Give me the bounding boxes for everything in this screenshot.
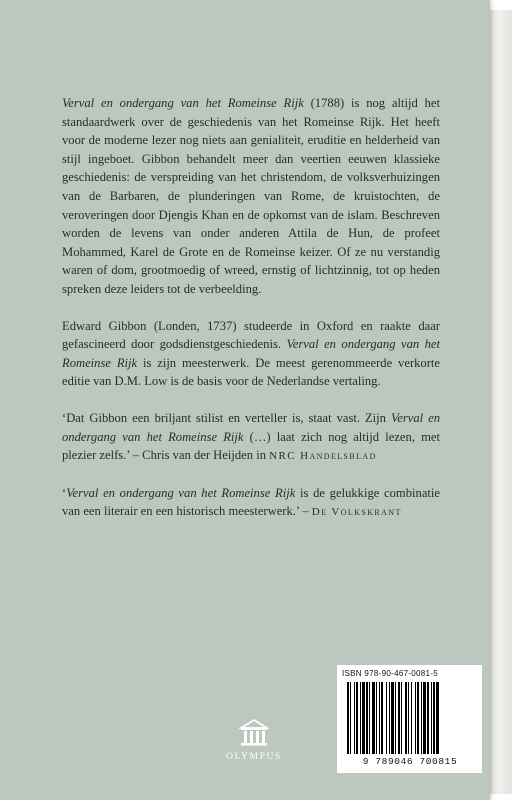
barcode-bars xyxy=(347,682,475,754)
book-title-italic: Verval en ondergang van het Romeinse Rijk xyxy=(62,337,440,370)
blurb-paragraph-1: Verval en ondergang van het Romeinse Rijk (1788) is nog altijd het standaardwerk over de geschiedenis van het Romeinse Rijk. Het heeft voor de moderne lezer nog niets aan genialiteit, eruditie en helderheid van stijl ingeboet. Gibbon behandelt meer dan veertien eeuwen klassieke geschiedenis: de verspreiding van het christendom, de volksverhuizingen van de Barbaren, de plunderingen van Rome, de kruistochten, de veroveringen door Djengis Khan en de opkomst van de islam. Beschreven worden de levens van onder anderen Attila de Hun, de profeet Mohammed, Karel de Grote en de Romeinse keizer. Of ze nu verstandig waren of dom, grootmoedig of wreed, ernstig of lichtzinnig, tot op heden spreken deze leiders tot de verbeelding. xyxy=(62,96,440,296)
review-quote-nrc: ‘Dat Gibbon een briljant stilist en verteller is, staat vast. Zijn Verval en ondergang van het Romeinse Rijk (…) laat zich nog altijd lezen, met plezier zelfs.’ – Chris van der Heijden in NRC Handelsblad xyxy=(62,410,440,463)
quote-source-volkskrant: De Volkskrant xyxy=(311,506,402,519)
book-title-italic: Verval en ondergang van het Romeinse Rijk xyxy=(62,410,440,444)
book-page-edge xyxy=(488,10,512,794)
barcode-label xyxy=(337,665,482,773)
quote-source-nrc: NRC Handelsblad xyxy=(269,450,377,463)
blurb-paragraph-2: Edward Gibbon (Londen, 1737) studeerde in Oxford en raakte daar gefascineerd door godsdienstgeschiedenis. Verval en ondergang van het Romeinse Rijk is zijn meesterwerk. De meest gerenommeerde verkorte editie van D.M. Low is de basis voor de Nederlandse vertaling. xyxy=(62,318,441,389)
review-quote-volkskrant: ‘Verval en ondergang van het Romeinse Rijk is de gelukkige combinatie van een literair en een historisch meesterwerk.’ – De Volkskrant xyxy=(62,485,440,519)
publisher-name: OLYMPUS xyxy=(226,752,282,762)
isbn-number: ISBN 978-90-467-0081-5 xyxy=(342,669,438,678)
blurb-text xyxy=(62,94,440,540)
book-title-italic: Verval en ondergang van het Romeinse Rijk xyxy=(62,96,304,110)
publisher-logo xyxy=(224,718,284,778)
barcode-digits: 9 789046 700815 xyxy=(362,756,458,767)
temple-columns-icon xyxy=(239,718,269,748)
book-title-italic: Verval en ondergang van het Romeinse Rijk xyxy=(66,485,296,500)
